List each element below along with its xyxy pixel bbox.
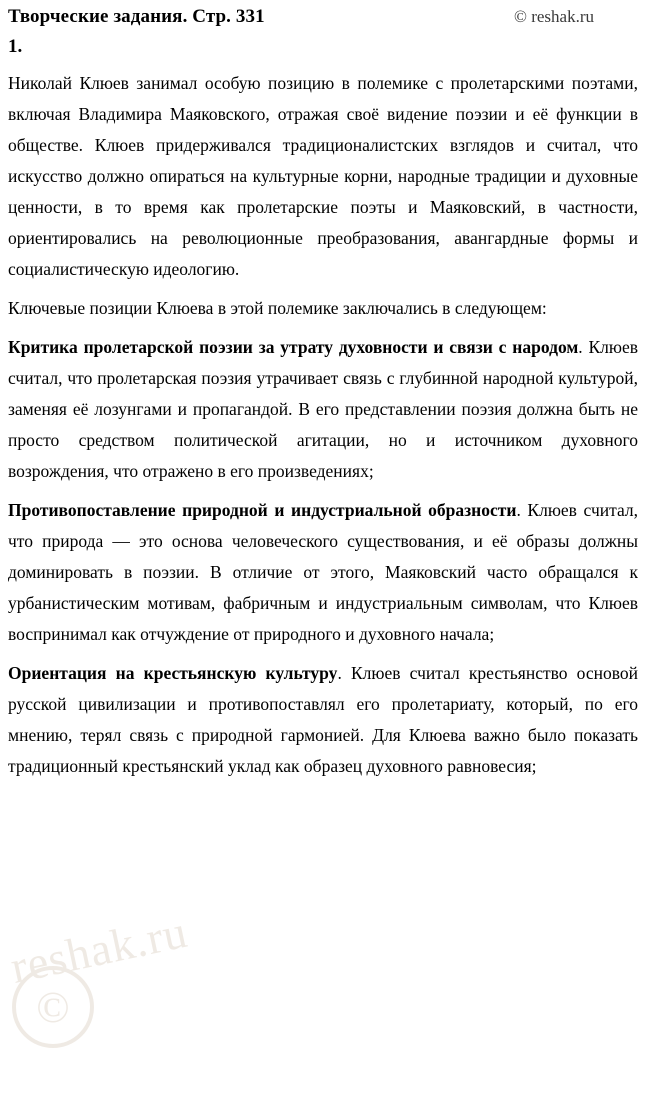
paragraph-text: . Клюев считал, что природа — это основа человеческого существования, и её образы должны доминировать в поэзии. В отличие от этого, Маяковский часто обращался к урбанистическим мотивам, фабричным и индустриальным символам, что Клюев воспринимал как отчуждение от природного и духовного начала;: [8, 500, 639, 644]
paragraph-text: Ключевые позиции Клюева в этой полемике заключались в следующем:: [8, 298, 547, 318]
copyright-notice: © reshak.ru: [514, 7, 594, 26]
page-header: [8, 6, 638, 28]
paragraph-text: . Клюев считал, что пролетарская поэзия утрачивает связь с глубинной народной культурой, заменяя её лозунгами и пропагандой. В его представлении поэзия должна быть не просто средством политической агитации, но и источником духовного возрождения, что отражено в его произведениях;: [8, 337, 638, 481]
paragraph-lead-bold: Противопоставление природной и индустриальной образности: [8, 500, 517, 520]
answer-body: [8, 68, 638, 782]
paragraph: [8, 332, 638, 487]
paragraph: [8, 68, 638, 285]
paragraph-text: . Клюев считал крестьянство основой русской цивилизации и противопоставлял его пролетариату, который, по его мнению, терял связь с природной гармонией. Для Клюева важно было показать традиционный крестьянский уклад как образец духовного равновесия;: [8, 663, 639, 776]
paragraph: [8, 293, 638, 324]
paragraph: [8, 495, 638, 650]
paragraph: [8, 658, 638, 782]
paragraph-lead-bold: Критика пролетарской поэзии за утрату духовности и связи с народом: [8, 337, 579, 357]
watermark-copyright-icon: ©: [12, 966, 94, 1048]
task-number: 1.: [8, 36, 23, 57]
page-title: Творческие задания. Стр. 331: [8, 6, 265, 27]
watermark-text: reshak.ru: [6, 905, 192, 993]
paragraph-text: Николай Клюев занимал особую позицию в полемике с пролетарскими поэтами, включая Владимира Маяковского, отражая своё видение поэзии и её функции в обществе. Клюев придерживался традиционалистских взглядов и считал, что искусство должно опираться на культурные корни, народные традиции и духовные ценности, в то время как пролетарские поэты и Маяковский, в частности, ориентировались на революционные преобразования, авангардные формы и социалистическую идеологию.: [8, 73, 638, 279]
watermark: [6, 905, 306, 1044]
paragraph-lead-bold: Ориентация на крестьянскую культуру: [8, 663, 338, 683]
